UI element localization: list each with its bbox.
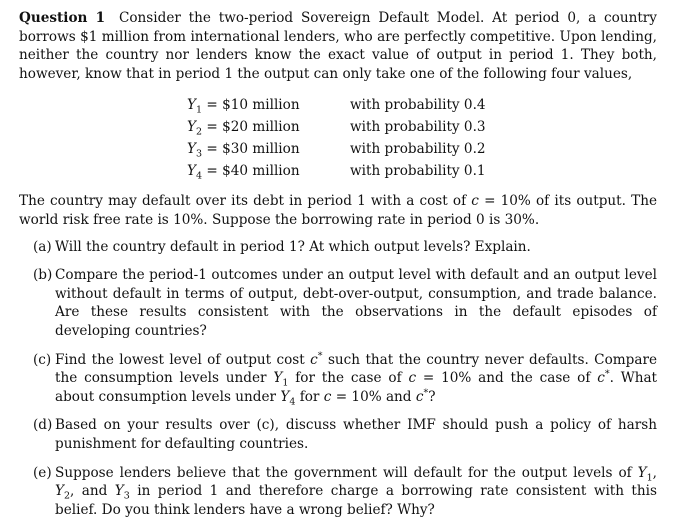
output-table	[187, 94, 486, 182]
output-value: $Y_1$ = $10 million	[187, 94, 350, 116]
part-letter: (e)	[33, 464, 52, 483]
part-b	[19, 266, 657, 340]
output-probability: with probability 0.2	[350, 138, 486, 160]
question-label: Question 1	[19, 10, 105, 26]
output-value: $Y_4$ = $40 million	[187, 160, 350, 182]
output-value: $Y_2$ = $20 million	[187, 116, 350, 138]
output-row	[187, 116, 486, 138]
question-parts	[19, 238, 657, 519]
part-text: Based on your results over (c), discuss whether IMF should push a policy of harsh punishment for defaulting countries.	[55, 417, 657, 452]
question-intro	[19, 9, 657, 83]
output-value: $Y_3$ = $30 million	[187, 138, 350, 160]
part-letter: (a)	[33, 238, 52, 257]
part-a	[19, 238, 657, 257]
part-letter: (b)	[33, 266, 52, 285]
part-text: Compare the period-1 outcomes under an output level with default and an output level without default in terms of output, debt-over-output, consumption, and trade balance. Are these results consistent with the observations in the default episodes of developing countries?	[55, 267, 657, 339]
output-row	[187, 160, 486, 182]
question-intro-text: Consider the two-period Sovereign Default Model. At period 0, a country borrows $1 million from international lenders, who are perfectly competitive. Upon lending, neither the country nor lenders know the exact value of output in period 1. They both, however, know that in period 1 the output can only take one of the following four values,	[19, 10, 657, 82]
part-text: Will the country default in period 1? At which output levels? Explain.	[55, 239, 531, 255]
part-e	[19, 464, 657, 519]
output-probability: with probability 0.3	[350, 116, 486, 138]
output-row	[187, 94, 486, 116]
output-probability: with probability 0.1	[350, 160, 486, 182]
part-letter: (d)	[33, 416, 52, 435]
output-row	[187, 138, 486, 160]
part-d	[19, 416, 657, 453]
setup-paragraph: The country may default over its debt in period 1 with a cost of c = 10% of its output. The world risk free rate is 10%. Suppose the borrowing rate in period 0 is 30%.	[19, 192, 657, 229]
part-text: Suppose lenders believe that the government will default for the output levels of $Y_1$, $Y_2$, and $Y_3$ in period 1 and therefore charge a borrowing rate consistent with this belief. Do you think lenders have a wrong belief? Why?	[55, 465, 657, 518]
part-letter: (c)	[33, 351, 51, 370]
output-probability: with probability 0.4	[350, 94, 486, 116]
part-text: Find the lowest level of output cost c* such that the country never defaults. Compare the consumption levels under $Y_1$ for the case of c = 10% and the case of c*. What about consumption levels under $Y_4$ for c = 10% and c*?	[55, 352, 657, 405]
part-c	[19, 351, 657, 407]
